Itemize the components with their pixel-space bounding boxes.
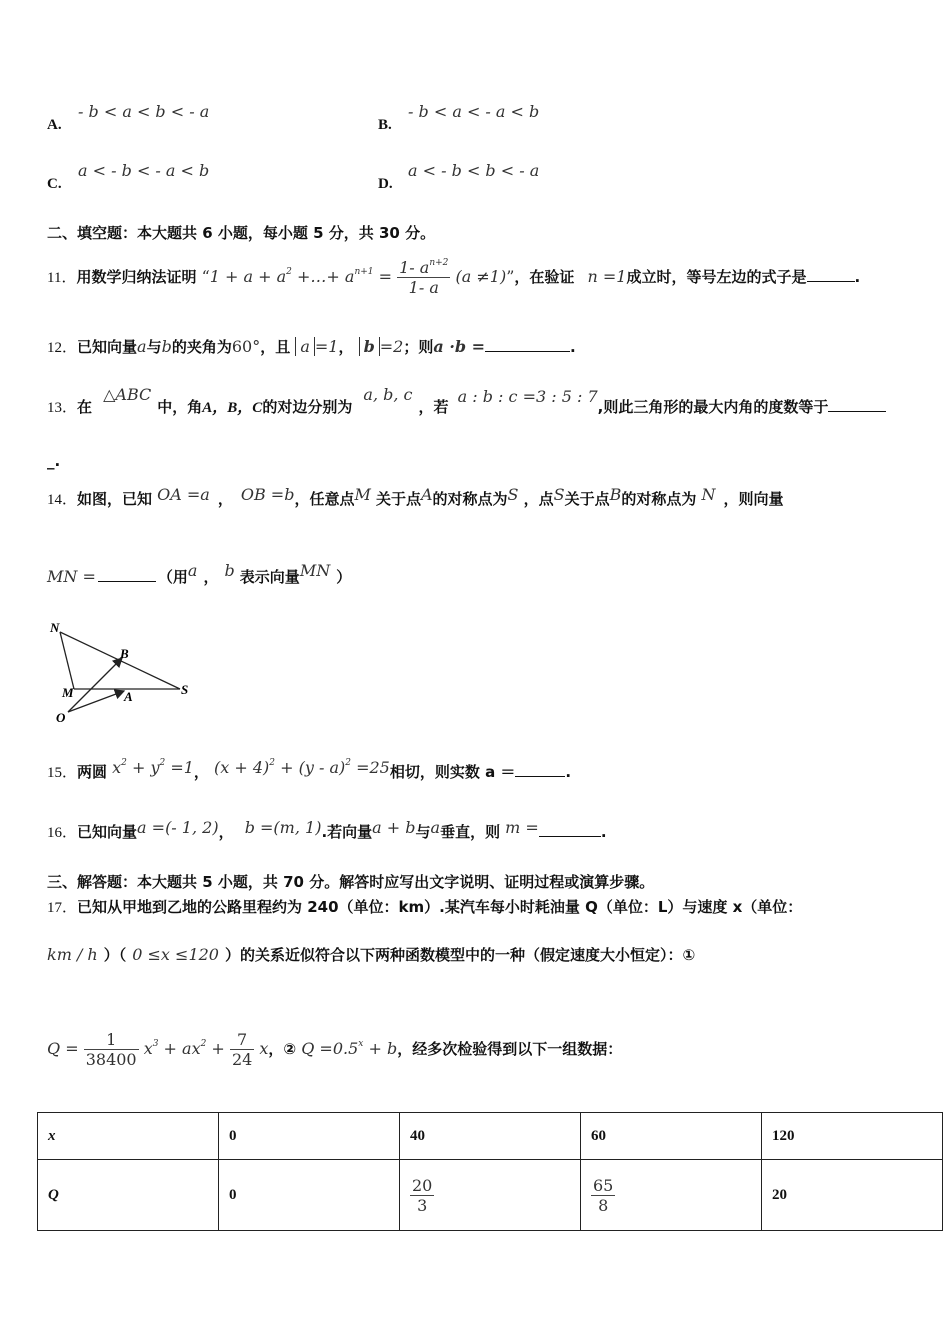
q17-range: 0 ≤x ≤120: [132, 945, 219, 964]
q12-abs-a: a =1: [295, 337, 338, 356]
question-17-line3: [47, 1030, 622, 1069]
q12-text-3: 的夹角为: [171, 338, 232, 356]
table-cell: 20: [762, 1160, 943, 1231]
vector-figure: [44, 616, 204, 728]
choice-c-label: C.: [47, 176, 62, 192]
q17-frac-2: $\frac{7}{24}$: [231, 1030, 253, 1069]
question-14-line2: [47, 561, 352, 587]
q15-text-3: 相切，则实数 a ＝: [389, 763, 516, 781]
q16-text-1: 已知向量: [77, 823, 138, 841]
question-14: [47, 485, 784, 509]
q16-vec-a: a =(- 1, 2): [137, 818, 219, 837]
q14-number: 14．: [47, 492, 78, 508]
choice-a-label: A.: [47, 117, 62, 133]
q11-period: .: [854, 268, 861, 286]
q14-text-8: 的对称点为: [621, 490, 697, 508]
q16-m: m =: [505, 818, 539, 837]
label-o: O: [56, 710, 66, 725]
q14-text-9: ，则向量: [723, 490, 784, 508]
q11-text-post: 成立时，等号左边的式子是: [626, 268, 807, 286]
q17-text-3: ，经多次检验得到以下一组数据：: [397, 1040, 623, 1058]
q11-lhs: $1 + a + a^2$ +…+ $a^{n+1}$ =: [209, 267, 393, 286]
q12-period: .: [570, 338, 576, 356]
data-table: [37, 1112, 943, 1231]
q14-point-b: B: [609, 485, 622, 504]
q12-abs-b: b =2: [359, 337, 404, 356]
label-b: B: [120, 646, 129, 661]
q16-answer-blank[interactable]: [539, 824, 601, 837]
q16-number: 16．: [47, 825, 78, 841]
q17-number: 17．: [47, 900, 78, 916]
q14-mn: MN =: [47, 567, 96, 586]
question-16: [47, 818, 607, 842]
vector-oa: [68, 691, 124, 712]
q14-point-m: M: [354, 485, 371, 504]
table-cell: 0: [219, 1113, 400, 1160]
q13-text-1: 在: [77, 398, 93, 416]
q14-point-n: N: [701, 485, 716, 504]
q14-text-13: ）: [336, 568, 352, 586]
q12-text-4: ，且: [260, 338, 291, 356]
q14-text-1: 如图，已知: [77, 490, 153, 508]
table-fraction-20-3: $\frac{20}{3}$: [412, 1175, 433, 1215]
q14-text-4: 关于点: [375, 490, 421, 508]
table-cell: x: [38, 1113, 219, 1160]
q17-q-eq: Q =: [47, 1039, 79, 1058]
q14-mn2: MN: [299, 561, 331, 580]
q11-fraction: $\frac{1- a^{n+2}}{1- a}$: [399, 258, 449, 297]
q14-text-10: （用: [157, 568, 188, 586]
q15-answer-blank[interactable]: [515, 764, 565, 777]
q14-answer-blank[interactable]: [98, 569, 156, 582]
q13-angles: A，B，C: [202, 400, 263, 416]
q13-sides: a, b, c: [363, 385, 413, 404]
table-cell: Q: [38, 1160, 219, 1231]
q11-condition: (a ≠1): [455, 267, 507, 286]
q16-text-3: .若向量: [321, 823, 373, 841]
choice-b-expr: - b < a < - a < b: [408, 102, 540, 121]
q14-oa: OA =a: [157, 485, 210, 504]
q12-angle: 60°: [231, 337, 261, 356]
q12-answer-blank[interactable]: [485, 339, 570, 352]
q14-text-11: ，: [203, 568, 219, 586]
q13-answer-blank[interactable]: [828, 399, 886, 412]
q17-circle-2: ，②: [268, 1040, 297, 1058]
q16-vec-a2: a: [430, 818, 441, 837]
label-m: M: [62, 685, 74, 700]
q14-point-s2: S: [553, 485, 565, 504]
q17-x: x: [259, 1039, 269, 1058]
q14-point-s: S: [507, 485, 519, 504]
q14-text-2: ，: [217, 490, 233, 508]
section3-title: 三、解答题：本大题共 5 小题，共 70 分。解答时应写出文字说明、证明过程或演算步骤。: [47, 873, 655, 891]
choice-d-label: D.: [378, 176, 393, 192]
vector-ob: [68, 658, 122, 712]
question-12: [47, 336, 576, 357]
q14-vec-a: a: [187, 561, 198, 580]
table-row: [38, 1160, 943, 1231]
choice-b-label: B.: [378, 117, 392, 133]
q12-vector-a: a: [137, 337, 147, 356]
q13-triangle: △ABC: [103, 385, 152, 404]
line-n-m: [60, 632, 74, 689]
choice-d-expr: a < - b < b < - a: [408, 161, 540, 180]
q15-number: 15．: [47, 765, 78, 781]
q13-number: 13．: [47, 400, 78, 416]
table-cell: 60: [581, 1113, 762, 1160]
question-11: [47, 258, 860, 297]
q12-text-2: 与: [146, 338, 162, 356]
q16-text-2: ，: [218, 823, 234, 841]
q12-number: 12．: [47, 340, 78, 356]
q14-text-5: 的对称点为: [432, 490, 508, 508]
q15-text-1: 两圆: [77, 763, 108, 781]
q11-text-pre: 用数学归纳法证明: [76, 268, 197, 286]
question-17-line2: [47, 944, 695, 965]
q12-text-1: 已知向量: [77, 338, 138, 356]
choice-a-expr: - b < a < b < - a: [78, 102, 210, 121]
q14-vec-b: b: [224, 561, 235, 580]
question-15: [47, 758, 572, 782]
q17-text-1: 已知从甲地到乙地的公路里程约为 240（单位：km）.某汽车每小时耗油量 Q（单位：L）与速度 x（单位：: [77, 898, 803, 916]
table-row: [38, 1113, 943, 1160]
table-cell: 40: [400, 1113, 581, 1160]
label-s: S: [181, 682, 189, 697]
table-cell: 120: [762, 1113, 943, 1160]
table-cell: [400, 1160, 581, 1231]
q15-period: .: [565, 763, 572, 781]
q13-text-2: 中，角: [157, 398, 203, 416]
q13-text-3: 的对边分别为: [262, 398, 353, 416]
q14-text-7: 关于点: [564, 490, 610, 508]
q17-model-2: $Q =0.5^x + b$: [301, 1039, 398, 1058]
question-13: [47, 385, 886, 417]
q16-text-5: 垂直，则: [440, 823, 501, 841]
label-n: N: [50, 620, 60, 635]
table-cell: [581, 1160, 762, 1231]
q16-vec-b: b =(m, 1): [244, 818, 322, 837]
q14-text-12: 表示向量: [239, 568, 300, 586]
table-cell: 0: [219, 1160, 400, 1231]
q17-paren-open: ）（: [103, 946, 127, 964]
q12-text-5: ，: [338, 338, 354, 356]
q14-ob: OB =b: [240, 485, 295, 504]
q12-dot-product: a ·b =: [433, 337, 486, 356]
q15-text-2: ，: [193, 763, 209, 781]
q11-rquote: ”: [506, 267, 515, 286]
table-fraction-65-8: $\frac{65}{8}$: [593, 1175, 614, 1215]
q14-point-a: A: [420, 485, 433, 504]
q13-text-5: ,则此三角形的最大内角的度数等于: [597, 398, 829, 416]
q11-answer-blank[interactable]: [807, 269, 855, 282]
q12-vector-b: b: [161, 337, 172, 356]
q17-text-2: ）的关系近似符合以下两种函数模型中的一种（假定速度大小恒定）：①: [224, 946, 696, 964]
q16-sum: a + b: [372, 818, 416, 837]
q11-lquote: “: [201, 267, 210, 286]
q17-unit-kmh: km / h: [47, 945, 98, 964]
q14-text-6: ，点: [523, 490, 554, 508]
q13-ratio: a : b : c =3 : 5 : 7: [457, 387, 598, 406]
q17-frac-1: $\frac{1}{38400}$: [85, 1030, 137, 1069]
q14-text-3: ，任意点: [294, 490, 355, 508]
question-17-line1: [47, 896, 802, 917]
choice-c-expr: a < - b < - a < b: [78, 161, 210, 180]
q11-text-verify: ，在验证: [514, 268, 575, 286]
q13-continuation: _.: [47, 452, 61, 470]
label-a: A: [124, 689, 133, 704]
section2-title: 二、填空题：本大题共 6 小题，每小题 5 分，共 30 分。: [47, 224, 436, 242]
q16-text-4: 与: [415, 823, 431, 841]
q16-period: .: [600, 823, 607, 841]
q17-model-1: $x^3 + ax^2$ +: [143, 1039, 225, 1058]
q12-text-6: ；则: [403, 338, 434, 356]
q11-number: 11．: [47, 270, 77, 286]
q15-circle-2: $(x + 4)^2 + (y - a)^2 =25$: [214, 758, 390, 777]
q13-text-4: ，若: [418, 398, 449, 416]
q11-n1: n =1: [587, 267, 627, 286]
q15-circle-1: $x^2 + y^2 =1$: [112, 758, 194, 777]
